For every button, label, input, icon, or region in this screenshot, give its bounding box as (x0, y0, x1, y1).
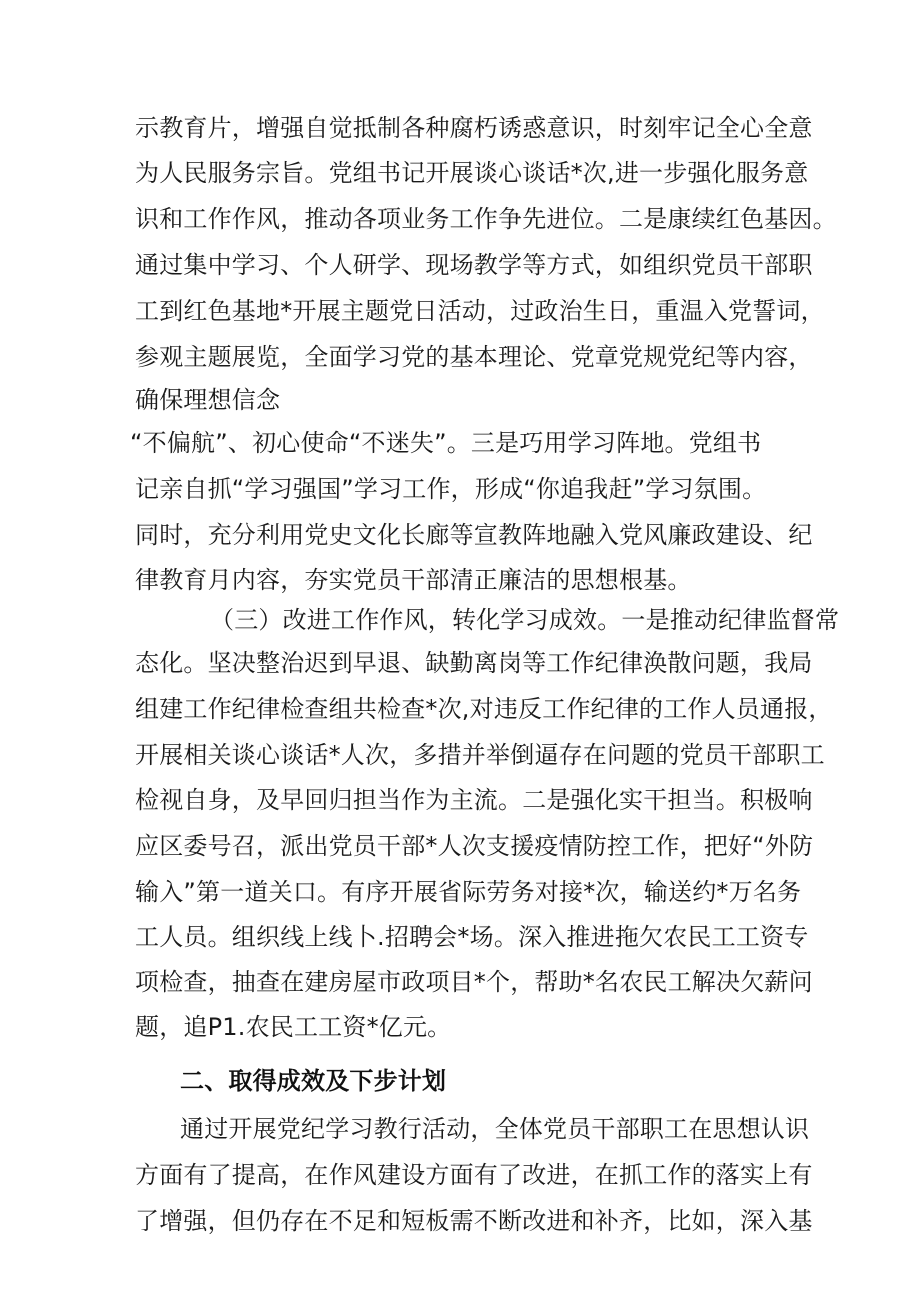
text-line: 同时，充分利用党史文化长廊等宣教阵地融入党风廉政建设、纪 (135, 521, 813, 549)
text-line: 项检查，抽查在建房屋市政项目*个，帮助*名农民工解决欠薪问 (135, 968, 813, 996)
text-line: 态化。坚决整治迟到早退、缺勤离岗等工作纪律涣散问题，我局 (135, 649, 813, 677)
text-line: 题，追P1.农民工工资*亿元。 (135, 1013, 452, 1041)
text-line: 输入”第一道关口。有序开展省际劳务对接*次，输送约*万名务 (135, 878, 802, 906)
text-line: 示教育片，增强自觉抵制各种腐朽诱惑意识，时刻牢记全心全意 (135, 114, 813, 142)
text-line: 开展相关谈心谈话*人次，多措并举倒逼存在问题的党员干部职工 (135, 741, 825, 769)
text-line: （三）改进工作作风，转化学习成效。一是推动纪律监督常 (210, 606, 840, 634)
text-line: 应区委号召，派出党员干部*人次支援疫情防控工作，把好“外防 (135, 832, 814, 860)
text-line: 组建工作纪律检查组共检查*次,对违反工作纪律的工作人员通报， (135, 695, 833, 723)
text-line: 确保理想信念 (135, 386, 281, 414)
text-line: 了增强，但仍存在不足和短板需不断改进和补齐，比如，深入基 (135, 1207, 813, 1235)
text-line: 通过集中学习、个人研学、现场教学等方式，如组织党员干部职 (135, 251, 813, 279)
text-line: “不偏航”、初心使命“不迷失”。三是巧用学习阵地。党组书 (130, 429, 762, 457)
text-line: 工人员。组织线上线卜.招聘会*场。深入推进拖欠农民工工资专 (135, 923, 809, 951)
text-line: 方面有了提高，在作风建设方面有了改进，在抓工作的落实上有 (135, 1161, 813, 1189)
text-line: 工到红色基地*开展主题党日活动，过政治生日，重温入党誓词， (135, 297, 825, 325)
text-line: 参观主题展览，全面学习党的基本理论、党章党规党纪等内容， (135, 343, 813, 371)
text-line: 记亲自抓“学习强国”学习工作，形成“你追我赶”学习氛围。 (135, 475, 767, 503)
section-heading: 二、取得成效及下步计划 (180, 1067, 447, 1095)
text-line: 识和工作作风，推动各项业务工作争先进位。二是康续红色基因。 (135, 205, 837, 233)
text-line: 律教育月内容，夯实党员干部清正廉洁的思想根基。 (135, 566, 692, 594)
text-line: 检视自身，及早回归担当作为主流。二是强化实干担当。积极响 (135, 786, 813, 814)
text-line: 通过开展党纪学习教行活动，全体党员干部职工在思想认识 (180, 1115, 810, 1143)
text-line: 为人民服务宗旨。党组书记开展谈心谈话*次,进一步强化服务意 (135, 159, 809, 187)
